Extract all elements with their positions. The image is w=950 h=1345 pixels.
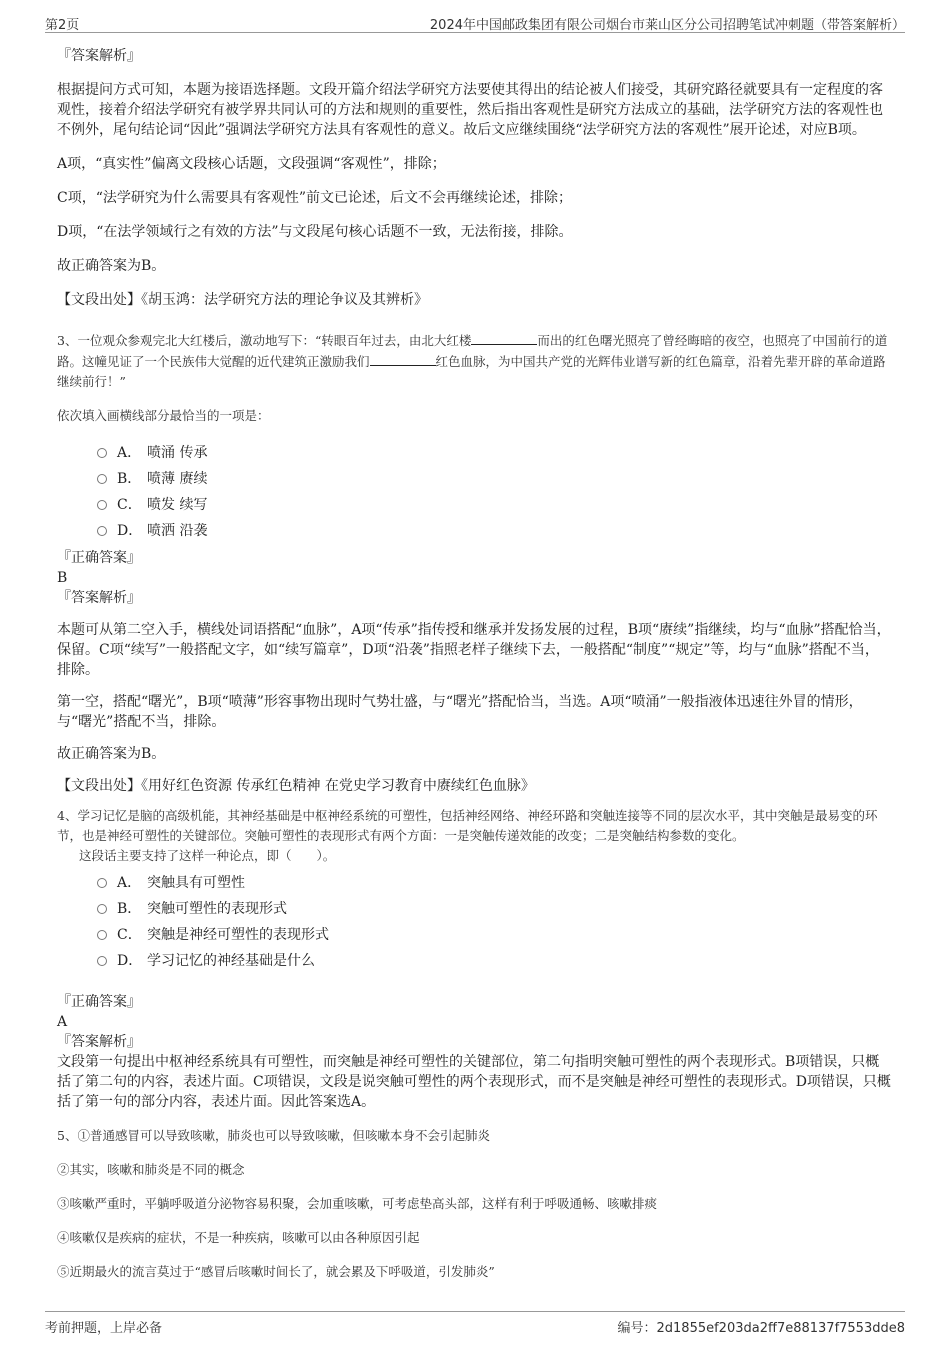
option-a[interactable]: A． 喷涌 传承: [97, 440, 892, 466]
analysis-text: 根据提问方式可知，本题为接语选择题。文段开篇介绍法学研究方法要使其得出的结论被人们接受，其研究路径就要具有一定程度的客观性，接着介绍法学研究有被学界共同认可的方法和规则的重要性，然后指出客观性是研究方法成立的基础，法学研究方法的客观性也不例外，尾句结论词“因此”强调法学研究方法具有客观性的意义。故后文应继续围绕“法学研究方法的客观性”展开论述，对应B项。: [57, 82, 883, 138]
question-5-line: 5、①普通感冒可以导致咳嗽，肺炎也可以导致咳嗽，但咳嗽本身不会引起肺炎: [57, 1128, 490, 1143]
analysis-text: 文段第一句提出中枢神经系统具有可塑性，而突触是神经可塑性的关键部位，第二句指明突触可塑性的两个表现形式。B项错误，只概括了第二句的内容，表述片面。C项错误，文段是说突触可塑性的两个表现形式，而不是突触是神经可塑性的表现形式。D项错误，只概括了第一句的部分内容，表述片面。因此答案选A。: [57, 1054, 891, 1110]
correct-answer: A: [57, 1014, 68, 1030]
question-4-options: [97, 870, 892, 974]
radio-button[interactable]: [97, 904, 107, 914]
question-3-stem: 3、一位观众参观完北大红楼后，激动地写下：“转眼百年过去，由北大红楼 而出的红色曙光照亮了曾经晦暗的夜空，也照亮了中国前行的道路。这幢见证了一个民族伟大觉醒的近代建筑正激励我们 红色血脉，为中国共产党的光辉伟业谱写新的红色篇章，沿着先辈开辟的革命道路继续前行！”: [57, 330, 892, 392]
option-c[interactable]: C． 喷发 续写: [97, 492, 892, 518]
footer-slogan: 考前押题，上岸必备: [45, 1321, 163, 1336]
radio-button[interactable]: [97, 930, 107, 940]
radio-button[interactable]: [97, 956, 107, 966]
option-d[interactable]: D． 学习记忆的神经基础是什么: [97, 948, 892, 974]
analysis-label: 『答案解析』: [57, 1034, 141, 1050]
document-body: [57, 44, 892, 1282]
question-5-line: ④咳嗽仅是疾病的症状，不是一种疾病，咳嗽可以由各种原因引起: [57, 1230, 420, 1245]
analysis-text: 第一空，搭配“曙光”，B项“喷薄”形容事物出现时气势壮盛，与“曙光”搭配恰当，当选。A项“喷涌”一般指液体迅速往外冒的情形，与“曙光”搭配不当，排除。: [57, 694, 863, 730]
question-5-line: ⑤近期最火的流言莫过于“感冒后咳嗽时间长了，就会累及下呼吸道，引发肺炎”: [57, 1264, 495, 1279]
radio-button[interactable]: [97, 448, 107, 458]
question-4-prompt: 这段话主要支持了这样一种论点，即（ ）。: [79, 848, 336, 863]
document-code: 编号：2d1855ef203da2ff7e88137f7553dde8: [617, 1321, 905, 1336]
analysis-option-a: A项，“真实性”偏离文段核心话题，文段强调“客观性”，排除；: [57, 156, 446, 172]
conclusion: 故正确答案为B。: [57, 258, 166, 274]
question-3-prompt: 依次填入画横线部分最恰当的一项是：: [57, 408, 270, 423]
blank-2: [370, 351, 436, 366]
radio-button[interactable]: [97, 878, 107, 888]
analysis-option-d: D项，“在法学领域行之有效的方法”与文段尾句核心话题不一致，无法衔接，排除。: [57, 224, 573, 240]
correct-answer-label: 『正确答案』: [57, 550, 141, 566]
option-b[interactable]: B． 喷薄 赓续: [97, 466, 892, 492]
radio-button[interactable]: [97, 474, 107, 484]
option-b[interactable]: B． 突触可塑性的表现形式: [97, 896, 892, 922]
analysis-label: 『答案解析』: [57, 48, 141, 64]
source: 【文段出处】《用好红色资源 传承红色精神 在党史学习教育中赓续红色血脉》: [57, 778, 535, 794]
analysis-option-c: C项，“法学研究为什么需要具有客观性”前文已论述，后文不会再继续论述，排除；: [57, 190, 573, 206]
radio-button[interactable]: [97, 500, 107, 510]
question-4-stem: 4、学习记忆是脑的高级机能，其神经基础是中枢神经系统的可塑性，包括神经网络、神经环路和突触连接等不同的层次水平，其中突触是最易变的环节，也是神经可塑性的关键部位。突触可塑性的表现形式有两个方面：一是突触传递效能的改变；二是突触结构参数的变化。: [57, 808, 878, 843]
option-a[interactable]: A． 突触具有可塑性: [97, 870, 892, 896]
page-number: 第2页: [45, 18, 80, 33]
option-c[interactable]: C． 突触是神经可塑性的表现形式: [97, 922, 892, 948]
question-3-options: [97, 440, 892, 544]
document-title: 2024年中国邮政集团有限公司烟台市莱山区分公司招聘笔试冲刺题（带答案解析）: [429, 18, 905, 33]
correct-answer: B: [57, 570, 68, 586]
page-footer: [45, 1311, 905, 1336]
radio-button[interactable]: [97, 526, 107, 536]
source: 【文段出处】《胡玉鸿：法学研究方法的理论争议及其辨析》: [57, 292, 428, 308]
page-header: [45, 10, 905, 33]
question-5-line: ②其实，咳嗽和肺炎是不同的概念: [57, 1162, 245, 1177]
conclusion: 故正确答案为B。: [57, 746, 166, 762]
blank-1: [471, 330, 537, 345]
correct-answer-label: 『正确答案』: [57, 994, 141, 1010]
question-5-line: ③咳嗽严重时，平躺呼吸道分泌物容易积聚，会加重咳嗽，可考虑垫高头部，这样有利于呼吸通畅、咳嗽排痰: [57, 1196, 658, 1211]
option-d[interactable]: D． 喷洒 沿袭: [97, 518, 892, 544]
analysis-text: 本题可从第二空入手，横线处词语搭配“血脉”，A项“传承”指传授和继承并发扬发展的过程，B项“赓续”指继续，均与“血脉”搭配恰当，保留。C项“续写”一般搭配文字，如“续写篇章”，D项“沿袭”指照老样子继续下去，一般搭配“制度”“规定”等，均与“血脉”搭配不当，排除。: [57, 622, 891, 678]
analysis-label: 『答案解析』: [57, 590, 141, 606]
